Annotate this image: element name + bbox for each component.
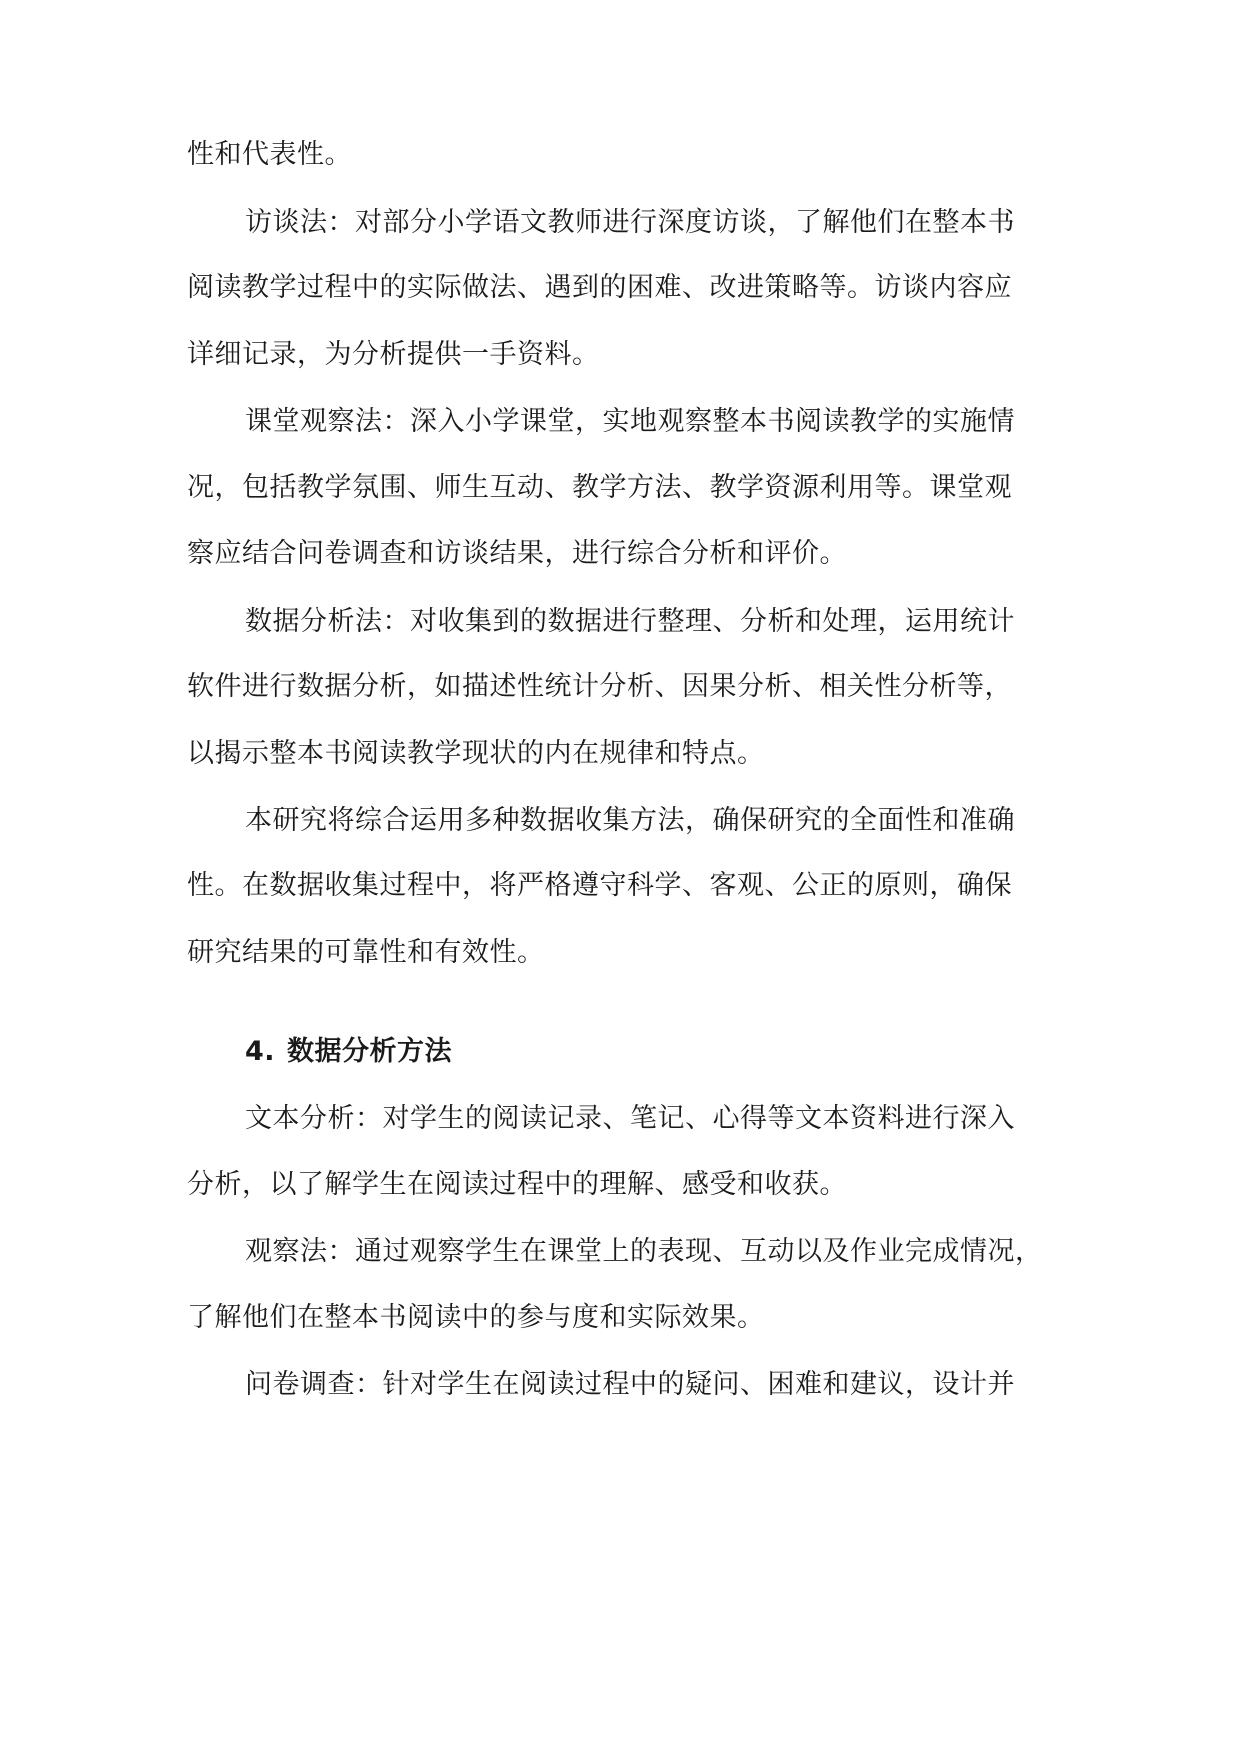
text-line: 性和代表性。 [187, 139, 352, 170]
text-line: 本研究将综合运用多种数据收集方法，确保研究的全面性和准确 [245, 805, 1015, 836]
text-line: 性。在数据收集过程中，将严格遵守科学、客观、公正的原则，确保 [187, 870, 1012, 901]
text-line: 研究结果的可靠性和有效性。 [187, 937, 545, 968]
text-line: 分析，以了解学生在阅读过程中的理解、感受和收获。 [187, 1169, 847, 1200]
text-line: 软件进行数据分析，如描述性统计分析、因果分析、相关性分析等， [187, 671, 1012, 702]
section-number: 4. [245, 1036, 276, 1067]
text-line: 详细记录，为分析提供一手资料。 [187, 339, 600, 370]
text-line: 以揭示整本书阅读教学现状的内在规律和特点。 [187, 738, 765, 769]
text-line: 访谈法：对部分小学语文教师进行深度访谈，了解他们在整本书 [245, 207, 1015, 238]
text-line: 课堂观察法：深入小学课堂，实地观察整本书阅读教学的实施情 [245, 406, 1015, 437]
text-line: 了解他们在整本书阅读中的参与度和实际效果。 [187, 1302, 765, 1333]
text-line: 文本分析：对学生的阅读记录、笔记、心得等文本资料进行深入 [245, 1103, 1015, 1134]
section-title: 数据分析方法 [287, 1036, 452, 1067]
text-line: 观察法：通过观察学生在课堂上的表现、互动以及作业完成情况， [245, 1236, 1043, 1267]
text-line: 问卷调查：针对学生在阅读过程中的疑问、困难和建议，设计并 [245, 1369, 1015, 1400]
text-line: 数据分析法：对收集到的数据进行整理、分析和处理，运用统计 [245, 606, 1015, 637]
text-line: 阅读教学过程中的实际做法、遇到的困难、改进策略等。访谈内容应 [187, 272, 1012, 303]
text-line: 察应结合问卷调查和访谈结果，进行综合分析和评价。 [187, 538, 847, 569]
text-line: 况，包括教学氛围、师生互动、教学方法、教学资源利用等。课堂观 [187, 472, 1012, 503]
section-heading [245, 1032, 452, 1072]
